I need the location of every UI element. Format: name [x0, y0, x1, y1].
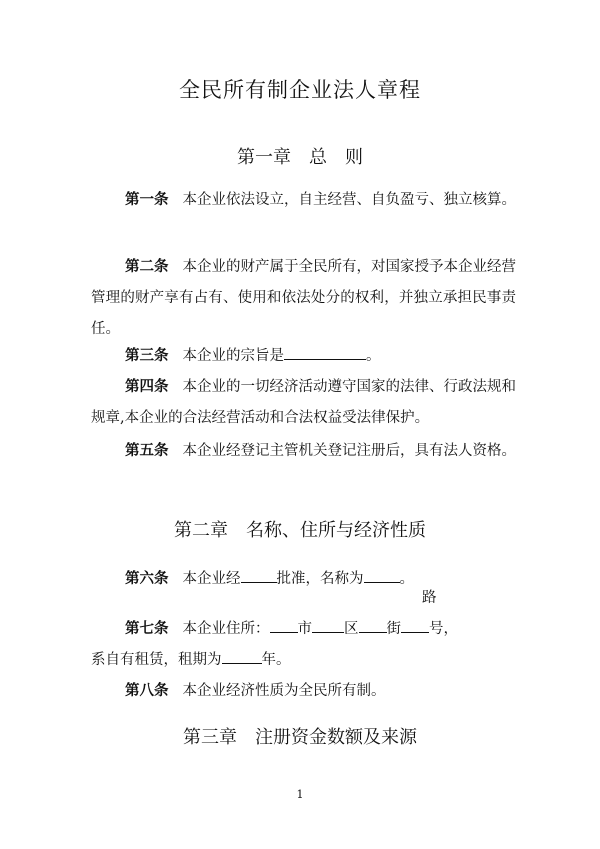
- document-title: 全民所有制企业法人章程: [179, 78, 421, 102]
- article-8-text: 本企业经济性质为全民所有制。: [182, 683, 386, 699]
- road-label: 路: [422, 590, 437, 606]
- article-6-text-3: 。: [399, 571, 414, 587]
- article-2-label: 第二条: [125, 258, 169, 275]
- article-3: [91, 340, 516, 372]
- article-5-text: 本企业经登记主管机关登记注册后，具有法人资格。: [182, 443, 516, 459]
- article-2-text: 本企业的财产属于全民所有，对国家授予本企业经营管理的财产享有占有、使用和依法处分的权利，并独立承担民事责任。: [91, 259, 516, 337]
- name-blank: [364, 567, 400, 583]
- article-7-text-6: 系自有租赁，租期为: [91, 652, 222, 668]
- article-1-label: 第一条: [125, 191, 169, 208]
- article-8: [91, 675, 516, 707]
- article-3-label: 第三条: [125, 347, 169, 364]
- chapter-3-heading: 第三章 注册资金数额及来源: [183, 727, 417, 748]
- article-1: [91, 184, 516, 216]
- page-number: 1: [296, 788, 304, 801]
- article-7-text-5: 号，: [429, 621, 458, 637]
- article-3-end: 。: [366, 348, 381, 364]
- article-7: [91, 613, 516, 676]
- article-7-text-2: 市: [297, 621, 312, 637]
- article-4-label: 第四条: [125, 378, 169, 395]
- article-7-text-4: 街: [386, 621, 401, 637]
- article-4-text: 本企业的一切经济活动遵守国家的法律、行政法规和规章,本企业的合法经营活动和合法权益受法律保护。: [91, 379, 516, 426]
- article-8-label: 第八条: [125, 682, 169, 699]
- street-blank: [359, 617, 387, 633]
- article-6-text-1: 本企业经: [182, 571, 241, 587]
- article-7-text-3: 区: [344, 621, 359, 637]
- article-3-text: 本企业的宗旨是: [182, 348, 284, 364]
- chapter-2-heading: 第二章 名称、住所与经济性质: [174, 520, 426, 541]
- article-2: [91, 251, 516, 345]
- article-6: [91, 563, 516, 595]
- lease-term-blank: [222, 648, 262, 664]
- district-blank: [312, 617, 344, 633]
- city-blank: [270, 617, 298, 633]
- article-6-label: 第六条: [125, 570, 169, 587]
- article-7-text-7: 年。: [261, 652, 291, 668]
- approver-blank: [241, 567, 277, 583]
- article-6-text-2: 批准，名称为: [276, 571, 364, 587]
- article-7-text-1: 本企业住所：: [182, 621, 270, 637]
- article-4: [91, 371, 516, 434]
- chapter-1-heading: 第一章 总 则: [237, 147, 363, 168]
- article-7-label: 第七条: [125, 620, 169, 637]
- purpose-blank: [284, 344, 366, 360]
- article-1-text: 本企业依法设立，自主经营、自负盈亏、独立核算。: [182, 192, 516, 208]
- number-blank: [401, 617, 429, 633]
- article-5: [91, 435, 516, 467]
- article-5-label: 第五条: [125, 442, 169, 459]
